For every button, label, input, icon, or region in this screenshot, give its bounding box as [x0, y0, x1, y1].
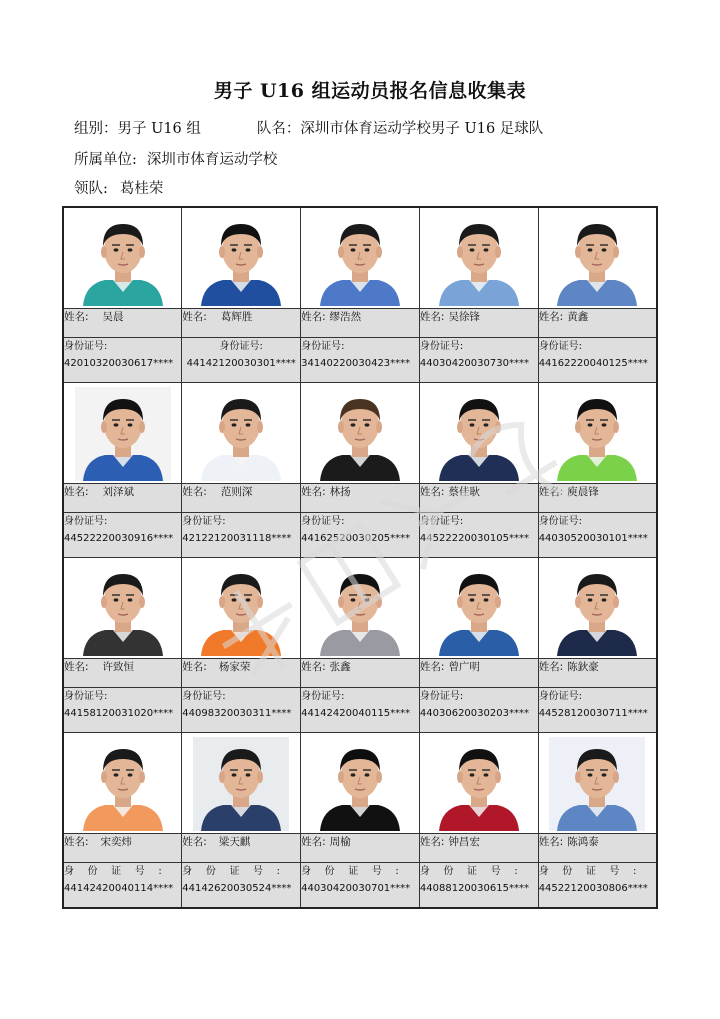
photo-cell: [538, 558, 657, 659]
athlete-name: 梁天麒: [218, 836, 251, 848]
athlete-name: 吴晨: [102, 311, 124, 323]
name-row: [63, 484, 657, 513]
id-label: 身份证号:: [538, 691, 583, 702]
athlete-name: 庾晨锋: [567, 486, 599, 498]
athlete-name: 周榆: [329, 836, 351, 848]
id-number: 44088120030615****: [419, 883, 529, 894]
athlete-name: 葛辉胜: [220, 311, 253, 323]
photo-cell: [538, 733, 657, 834]
athlete-name: 缪浩然: [329, 311, 362, 323]
athlete-photo: [75, 737, 171, 831]
name-cell: [538, 834, 657, 863]
group-value: 男子 U16 组: [117, 121, 201, 137]
id-label: 身份证号:: [301, 341, 345, 352]
photo-cell: [538, 207, 657, 309]
athlete-photo: [549, 212, 645, 306]
team-value: 深圳市体育运动学校男子 U16 足球队: [300, 121, 544, 137]
athlete-name: 黄鑫: [567, 311, 589, 323]
id-number: 44528120030711****: [538, 708, 648, 719]
name-label: 姓名:: [182, 661, 207, 673]
id-label: 身份证号:: [182, 691, 226, 702]
name-label: 姓名:: [182, 836, 207, 848]
id-row: [63, 513, 657, 558]
name-cell: [419, 659, 538, 688]
id-label: 身份证号:: [419, 341, 464, 352]
athlete-photo: [193, 212, 289, 306]
id-label: 身份证号:: [64, 516, 108, 527]
name-cell: [182, 309, 301, 338]
photo-cell: [63, 733, 182, 834]
photo-cell: [301, 558, 420, 659]
id-cell: [63, 863, 182, 909]
athlete-name: 刘泽斌: [102, 486, 135, 498]
id-number: 44030420030730****: [419, 358, 529, 369]
name-cell: [182, 484, 301, 513]
id-cell: [419, 688, 538, 733]
photo-cell: [182, 558, 301, 659]
id-number: 44030420030701****: [301, 883, 411, 894]
id-label: 身份证号:: [419, 516, 464, 527]
id-cell: [301, 338, 420, 383]
id-label: 身份证号:: [219, 341, 263, 352]
id-number: 44142420040115****: [301, 708, 411, 719]
id-cell: [63, 338, 182, 383]
id-label: 身份证号:: [301, 691, 345, 702]
athlete-photo: [549, 387, 645, 481]
name-cell: [538, 659, 657, 688]
athlete-name: 杨家荣: [218, 661, 251, 673]
name-label: 姓名:: [538, 311, 564, 323]
photo-cell: [419, 383, 538, 484]
photo-cell: [63, 558, 182, 659]
name-label: 姓名:: [419, 661, 445, 673]
athlete-name: 曾广明: [448, 661, 480, 673]
id-cell: [538, 863, 657, 909]
photo-cell: [63, 207, 182, 309]
id-cell: [538, 513, 657, 558]
name-row: [63, 309, 657, 338]
id-number: 44522120030806****: [538, 883, 648, 894]
id-cell: [301, 513, 420, 558]
photo-cell: [182, 733, 301, 834]
name-label: 姓名:: [182, 486, 207, 498]
photo-cell: [538, 383, 657, 484]
name-cell: [538, 309, 657, 338]
athlete-name: 宋奕炜: [100, 836, 133, 848]
id-number: 42010320030617****: [64, 358, 174, 369]
name-label: 姓名:: [538, 836, 564, 848]
athlete-photo: [193, 387, 289, 481]
name-cell: [301, 484, 420, 513]
group-label: 组别：: [74, 121, 118, 137]
name-cell: [63, 309, 182, 338]
id-row: [63, 688, 657, 733]
id-cell: [63, 688, 182, 733]
photo-cell: [419, 207, 538, 309]
athlete-photo: [312, 737, 408, 831]
id-number: 44162520030205****: [301, 533, 411, 544]
photo-row: [63, 733, 657, 834]
name-label: 姓名:: [301, 486, 326, 498]
name-cell: [63, 659, 182, 688]
name-label: 姓名:: [301, 311, 326, 323]
name-cell: [419, 309, 538, 338]
name-cell: [301, 309, 420, 338]
athlete-name: 蔡佳耿: [448, 486, 480, 498]
id-number: 44158120031020****: [64, 708, 174, 719]
id-cell: [538, 338, 657, 383]
page-title: 男子 U16 组运动员报名信息收集表: [213, 80, 527, 102]
athlete-photo: [549, 737, 645, 831]
athlete-name: 许致恒: [102, 661, 135, 673]
name-cell: [301, 834, 420, 863]
athlete-name: 钟昌宏: [448, 836, 480, 848]
athlete-grid: [62, 206, 658, 909]
id-label: 身 份 证 号 :: [64, 866, 167, 877]
name-cell: [301, 659, 420, 688]
id-number: 44030620030203****: [419, 708, 529, 719]
name-cell: [419, 834, 538, 863]
photo-cell: [182, 207, 301, 309]
id-number: 44142620030524****: [182, 883, 292, 894]
name-label: 姓名:: [301, 836, 326, 848]
athlete-photo: [75, 387, 171, 481]
athlete-photo: [75, 562, 171, 656]
photo-row: [63, 207, 657, 309]
unit-value: 深圳市体育运动学校: [146, 152, 278, 168]
name-row: [63, 659, 657, 688]
name-label: 姓名:: [64, 486, 89, 498]
name-label: 姓名:: [419, 486, 445, 498]
group-team-line: [74, 117, 543, 138]
id-cell: [419, 863, 538, 909]
photo-cell: [301, 207, 420, 309]
id-cell: [419, 513, 538, 558]
name-label: 姓名:: [64, 311, 89, 323]
id-label: 身份证号:: [538, 516, 583, 527]
athlete-photo: [312, 562, 408, 656]
leader-value: 葛桂荣: [119, 181, 164, 197]
name-cell: [538, 484, 657, 513]
athlete-name: 陈鸿泰: [567, 836, 599, 848]
unit-label: 所属单位:: [74, 152, 137, 168]
athlete-photo: [193, 737, 289, 831]
unit-line: [74, 148, 277, 169]
id-cell: [182, 513, 301, 558]
name-label: 姓名:: [64, 661, 89, 673]
id-number: 44030520030101****: [538, 533, 648, 544]
id-cell: [63, 513, 182, 558]
photo-cell: [182, 383, 301, 484]
id-number: 34140220030423****: [301, 358, 411, 369]
photo-row: [63, 558, 657, 659]
id-number: 44162220040125****: [538, 358, 648, 369]
id-label: 身份证号:: [182, 516, 226, 527]
id-label: 身份证号:: [64, 691, 108, 702]
id-cell: [301, 863, 420, 909]
id-label: 身 份 证 号 :: [182, 866, 286, 877]
id-cell: [538, 688, 657, 733]
name-row: [63, 834, 657, 863]
id-row: [63, 338, 657, 383]
name-label: 姓名:: [538, 661, 564, 673]
id-label: 身份证号:: [301, 516, 345, 527]
athlete-photo: [431, 737, 527, 831]
photo-cell: [419, 558, 538, 659]
id-number: 44142120030301****: [186, 358, 296, 369]
name-cell: [182, 659, 301, 688]
id-cell: [182, 688, 301, 733]
athlete-name: 林扬: [329, 486, 351, 498]
athlete-photo: [549, 562, 645, 656]
athlete-name: 吴徐锋: [448, 311, 480, 323]
leader-line: [74, 177, 163, 198]
athlete-photo: [75, 212, 171, 306]
id-label: 身份证号:: [538, 341, 583, 352]
athlete-photo: [431, 562, 527, 656]
id-label: 身份证号:: [419, 691, 464, 702]
athlete-name: 陈鈥豪: [567, 661, 599, 673]
photo-cell: [301, 383, 420, 484]
id-number: 44142420040114****: [64, 883, 174, 894]
id-label: 身 份 证 号 :: [538, 866, 642, 877]
team-label: 队名：: [256, 121, 301, 137]
id-cell: [419, 338, 538, 383]
id-cell: [182, 338, 301, 383]
id-number: 42122120031118****: [182, 533, 292, 544]
name-label: 姓名:: [301, 661, 326, 673]
name-label: 姓名:: [419, 836, 445, 848]
photo-cell: [419, 733, 538, 834]
athlete-name: 张鑫: [329, 661, 351, 673]
id-cell: [301, 688, 420, 733]
athlete-photo: [312, 387, 408, 481]
id-number: 44098320030311****: [182, 708, 292, 719]
name-label: 姓名:: [64, 836, 89, 848]
id-label: 身份证号:: [64, 341, 108, 352]
name-cell: [63, 484, 182, 513]
athlete-name: 范则深: [220, 486, 253, 498]
photo-cell: [63, 383, 182, 484]
athlete-photo: [431, 212, 527, 306]
name-label: 姓名:: [182, 311, 207, 323]
photo-row: [63, 383, 657, 484]
id-row: [63, 863, 657, 909]
name-label: 姓名:: [419, 311, 445, 323]
name-cell: [419, 484, 538, 513]
athlete-photo: [431, 387, 527, 481]
leader-label: 领队:: [74, 181, 108, 197]
id-cell: [182, 863, 301, 909]
photo-cell: [301, 733, 420, 834]
name-cell: [182, 834, 301, 863]
id-number: 44522220030105****: [419, 533, 529, 544]
id-label: 身 份 证 号 :: [419, 866, 523, 877]
athlete-photo: [193, 562, 289, 656]
id-label: 身 份 证 号 :: [301, 866, 404, 877]
name-label: 姓名:: [538, 486, 564, 498]
athlete-photo: [312, 212, 408, 306]
id-number: 44522220030916****: [64, 533, 174, 544]
name-cell: [63, 834, 182, 863]
